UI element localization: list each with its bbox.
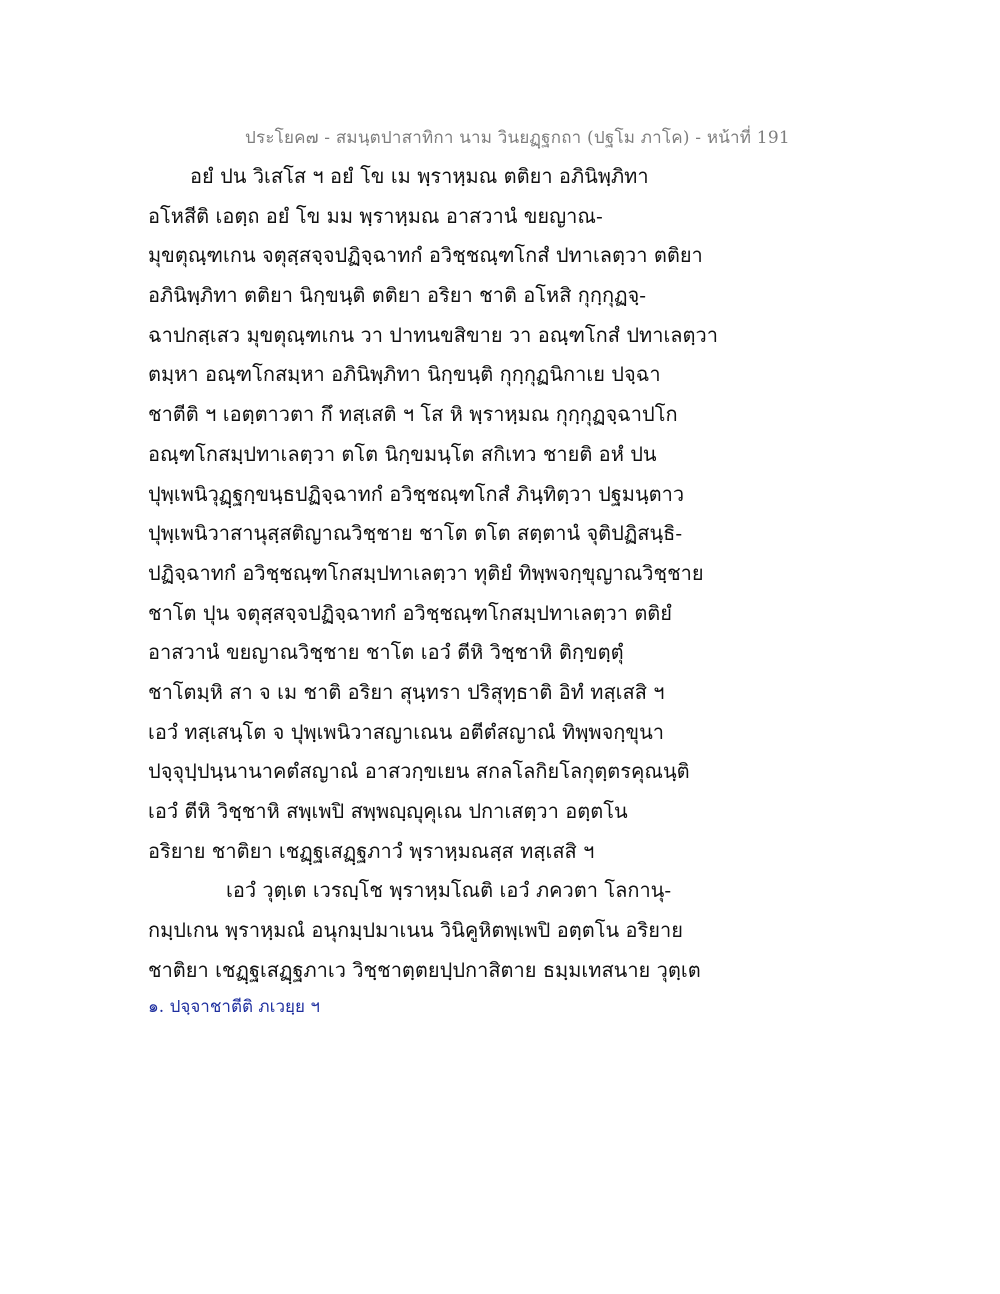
text-line: เอวํ ทสฺเสนฺโต จ ปุพฺเพนิวาสญาเณน อตีตํสญาณํ ทิพฺพจกฺขุนา [148,719,664,744]
text-line: อโหสีติ เอตฺถ อยํ โข มม พฺราหฺมณ อาสวานํ ขยญาณ- [148,203,603,228]
text-line: เอวํ วุตฺเต เวรญฺโช พฺราหฺมโณติ เอวํ ภควตา โลกานุ- [226,878,672,903]
text-line: ชาโต ปุน จตุสฺสจฺจปฏิจฺฉาทกํ อวิชฺชณฺฑโกสมฺปทาเลตฺวา ตติยํ [148,600,673,625]
text-line: อณฺฑโกสมฺปทาเลตฺวา ตโต นิกฺขมนฺโต สกิเทว ชายติ อหํ ปน [148,441,657,466]
text-line: ปุพฺเพนิวุฏฺฐกฺขนฺธปฏิจฺฉาทกํ อวิชฺชณฺฑโกสํ ภินฺทิตฺวา ปฐมนฺตาว [148,481,685,506]
text-line: ชาตีติ ฯ เอตฺตาวตา กึ ทสฺเสติ ฯ โส หิ พฺราหฺมณ กุกฺกุฏจฺฉาปโก [148,402,678,427]
page-header: ประโยค๗ - สมนฺตปาสาทิกา นาม วินยฏฺฐกถา (ปฐโม ภาโค) - หน้าที่ 191 [245,128,790,148]
text-line: อริยาย ชาติยา เชฏฺฐเสฏฺฐภาวํ พฺราหฺมณสฺส ทสฺเสสิ ฯ [148,838,595,863]
text-line: ชาโตมฺหิ สา จ เม ชาติ อริยา สุนฺทรา ปริสุทฺธาติ อิทํ ทสฺเสสิ ฯ [148,679,665,704]
text-line: ปจฺจุปฺปนฺนานาคตํสญาณํ อาสวกฺขเยน สกลโลกิยโลกุตฺตรคุณนฺติ [148,759,690,784]
text-line: ปฏิจฺฉาทกํ อวิชฺชณฺฑโกสมฺปทาเลตฺวา ทุติยํ ทิพฺพจกฺขุญาณวิชฺชาย [148,560,704,585]
text-line: อาสวานํ ขยญาณวิชฺชาย ชาโต เอวํ ตีหิ วิชฺชาหิ ติกฺขตฺตุํ [148,640,624,665]
text-line: ฉาปกสฺเสว มุขตุณฺฑเกน วา ปาทนขสิขาย วา อณฺฑโกสํ ปทาเลตฺวา [148,322,718,347]
text-line: ตมฺหา อณฺฑโกสมฺหา อภินิพฺภิทา นิกฺขนฺติ กุกฺกุฏนิกาเย ปจฺฉา [148,362,661,387]
footnote: ๑. ปจฺจาชาตีติ ภเวยฺย ฯ [148,997,320,1017]
text-line: กมฺปเกน พฺราหฺมณํ อนุกมฺปมาเนน วินิคูหิตพฺเพปิ อตฺตโน อริยาย [148,918,683,943]
text-line: อภินิพฺภิทา ตติยา นิกฺขนฺติ ตติยา อริยา ชาติ อโหสิ กุกฺกุฏจฺ- [148,283,646,308]
text-line: เอวํ ตีหิ วิชฺชาหิ สพฺเพปิ สพฺพญฺญุคุเณ ปกาเสตฺวา อตฺตโน [148,799,628,823]
text-line: มุขตุณฺฑเกน จตุสฺสจฺจปฏิจฺฉาทกํ อวิชฺชณฺฑโกสํ ปทาเลตฺวา ตติยา [148,243,703,268]
text-line: ปุพฺเพนิวาสานุสฺสติญาณวิชฺชาย ชาโต ตโต สตฺตานํ จุติปฏิสนฺธิ- [148,521,683,546]
text-line: ชาติยา เชฏฺฐเสฏฺฐภาเว วิชฺชาตฺตยปฺปกาสิตาย ธมฺมเทสนาย วุตฺเต [148,957,701,982]
body-text [148,157,748,990]
text-line: อยํ ปน วิเสโส ฯ อยํ โข เม พฺราหฺมณ ตติยา อภินิพฺภิทา [190,164,649,188]
